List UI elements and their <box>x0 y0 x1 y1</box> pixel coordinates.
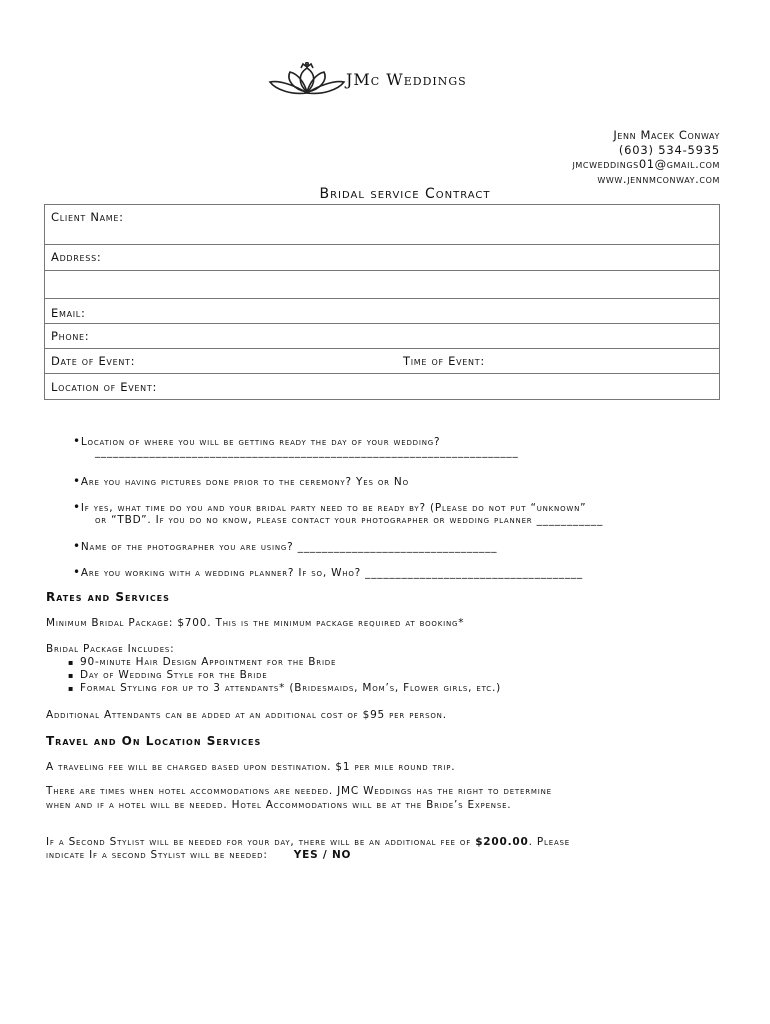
rates-heading: Rates and Services <box>46 590 170 604</box>
address-line-2-field[interactable] <box>45 271 720 299</box>
document-title: Bridal service Contract <box>319 186 491 202</box>
second-stylist-fee: $200.00 <box>475 836 529 848</box>
question-getting-ready-location: •Location of where you will be getting ready the day of your wedding? <box>73 434 441 448</box>
address-field[interactable] <box>45 245 720 271</box>
address-label: Address: <box>51 250 102 264</box>
contact-website: www.jennmconway.com <box>597 171 720 186</box>
hotel-text-line-2: when and if a hotel will be needed. Hotel Accommodations will be at the Bride’s Expense. <box>46 799 512 811</box>
logo <box>268 62 493 102</box>
client-info-table <box>44 204 720 400</box>
contact-phone: (603) 534-5935 <box>618 142 720 157</box>
question-ready-time-cont: or “TBD”. If you do no know, please contact your photographer or wedding planner ___________ <box>95 514 604 526</box>
location-of-event-label: Location of Event: <box>51 380 158 394</box>
question-pictures-prior: •Are you having pictures done prior to the ceremony? Yes or No <box>73 474 409 488</box>
location-of-event-field[interactable] <box>45 374 720 400</box>
contact-name: Jenn Macek Conway <box>613 128 720 142</box>
second-stylist-line-2: indicate If a second Stylist will be needed: YES / NO <box>46 849 352 861</box>
hotel-text-line-1: There are times when hotel accommodations are needed. JMC Weddings has the right to determine <box>46 785 552 797</box>
phone-field[interactable] <box>45 324 720 349</box>
minimum-package-text: Minimum Bridal Package: $700. This is the minimum package required at booking* <box>46 617 465 629</box>
answer-line-getting-ready[interactable]: ______________________________________________________________________ <box>95 446 519 458</box>
list-item: ▪ Day of Wedding Style for the Bride <box>80 669 501 682</box>
package-includes-label: Bridal Package Includes: <box>46 643 175 655</box>
contact-block <box>572 128 720 186</box>
list-item: ▪ 90-minute Hair Design Appointment for the Bride <box>80 656 501 669</box>
list-item: ▪ Formal Styling for up to 3 attendants* (Bridesmaids, Mom’s, Flower girls, etc.) <box>80 682 501 695</box>
date-of-event-label: Date of Event: <box>51 354 136 368</box>
brand-name: JMc Weddings <box>346 70 467 89</box>
time-of-event-label: Time of Event: <box>403 354 485 368</box>
date-of-event-field[interactable] <box>45 349 398 374</box>
phone-label: Phone: <box>51 329 90 343</box>
question-wedding-planner: •Are you working with a wedding planner? If so, Who? ____________________________________ <box>73 565 583 579</box>
email-field[interactable] <box>45 299 720 324</box>
travel-heading: Travel and On Location Services <box>46 734 262 748</box>
yes-no-choice[interactable]: YES / NO <box>293 849 352 861</box>
client-name-label: Client Name: <box>51 210 124 224</box>
second-stylist-line-1: If a Second Stylist will be needed for your day, there will be an additional fee of $200.00. Please <box>46 836 571 848</box>
question-photographer: •Name of the photographer you are using? _________________________________ <box>73 539 498 553</box>
package-includes-list <box>66 656 501 695</box>
time-of-event-field[interactable] <box>397 349 720 374</box>
question-ready-time: •If yes, what time do you and your bridal party need to be ready by? (Please do not put “unknown” <box>73 500 587 514</box>
lotus-crown-logo-icon <box>268 62 346 98</box>
email-label: Email: <box>51 306 86 320</box>
contact-email: jmcweddings01@gmail.com <box>572 157 720 171</box>
traveling-fee-text: A traveling fee will be charged based upon destination. $1 per mile round trip. <box>46 761 456 773</box>
additional-attendants-text: Additional Attendants can be added at an additional cost of $95 per person. <box>46 709 447 721</box>
client-name-field[interactable] <box>45 205 720 245</box>
